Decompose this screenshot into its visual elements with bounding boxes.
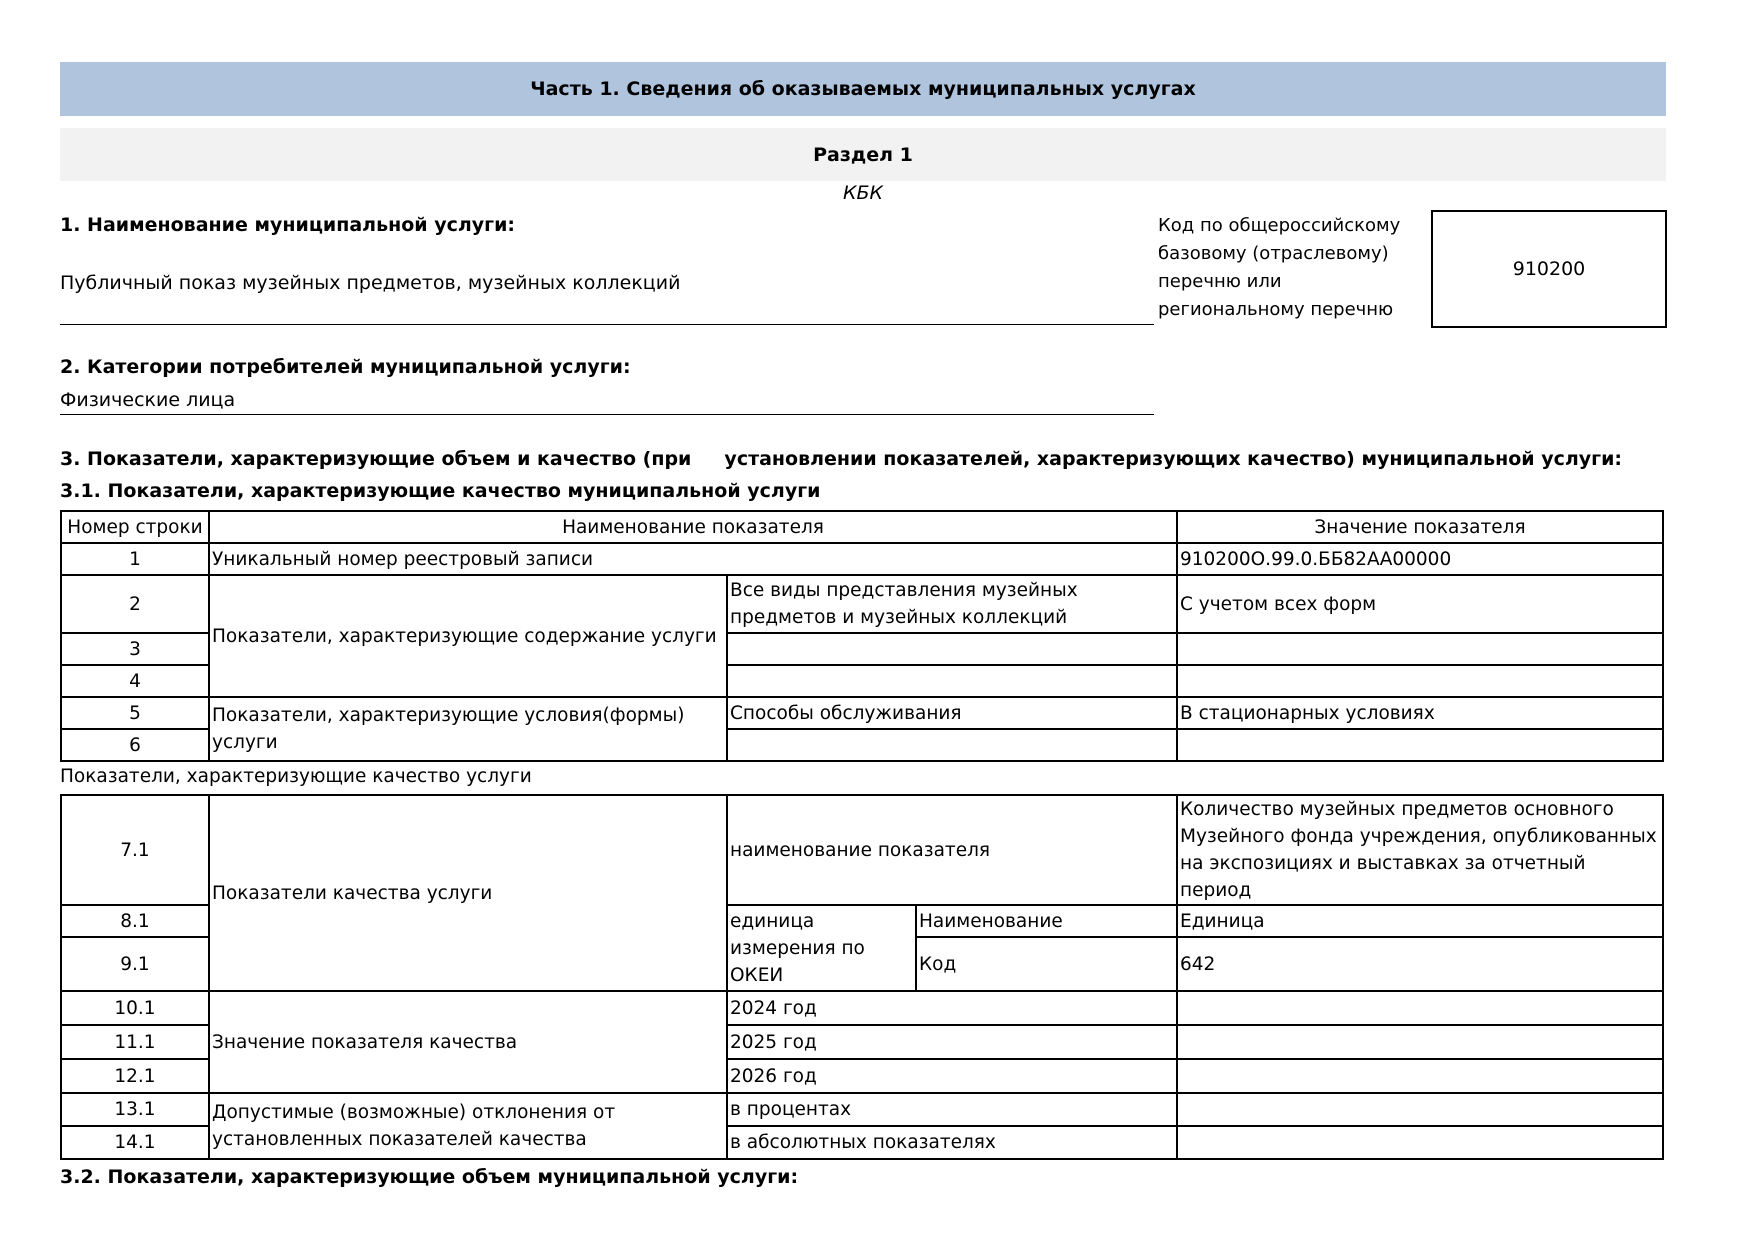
row-value: [1177, 1059, 1663, 1093]
volume-heading: 3.2. Показатели, характеризующие объем муниципальной услуги:: [60, 1166, 799, 1188]
service-name-value: Публичный показ музейных предметов, музейных коллекций: [60, 268, 1154, 325]
row-value: С учетом всех форм: [1177, 575, 1663, 633]
table-row: [61, 1093, 1663, 1126]
quality-table: [60, 794, 1664, 1160]
conditions-group-label: Показатели, характеризующие условия(формы) услуги: [209, 697, 727, 761]
row-value: [1177, 1093, 1663, 1126]
row-subname: наименование показателя: [727, 795, 1177, 905]
col-header-number: Номер строки: [61, 511, 209, 543]
row-value: [1177, 729, 1663, 761]
row-number: 8.1: [61, 905, 209, 937]
kbk-label: КБК: [842, 182, 883, 204]
unit-label: единица измерения по ОКЕИ: [727, 905, 916, 991]
row-subname: Код: [916, 937, 1177, 991]
row-number: 9.1: [61, 937, 209, 991]
row-number: 12.1: [61, 1059, 209, 1093]
row-number: 5: [61, 697, 209, 729]
row-number: 7.1: [61, 795, 209, 905]
row-number: 2: [61, 575, 209, 633]
row-value: 642: [1177, 937, 1663, 991]
quality-caption: Показатели, характеризующие качество услуги: [60, 766, 532, 787]
service-name-heading: 1. Наименование муниципальной услуги:: [60, 214, 515, 236]
row-value: [1177, 1025, 1663, 1059]
row-subname: [727, 729, 1177, 761]
row-number: 3: [61, 633, 209, 665]
deviation-group-label: Допустимые (возможные) отклонения от установленных показателей качества: [209, 1093, 727, 1159]
code-value: 910200: [1431, 210, 1667, 328]
table-row: [61, 543, 1663, 575]
row-subname: [727, 665, 1177, 697]
col-header-value: Значение показателя: [1177, 511, 1663, 543]
row-value: 910200О.99.0.ББ82АА00000: [1177, 543, 1663, 575]
value-group-label: Значение показателя качества: [209, 991, 727, 1093]
col-header-name: Наименование показателя: [209, 511, 1177, 543]
row-number: 11.1: [61, 1025, 209, 1059]
row-number: 10.1: [61, 991, 209, 1025]
row-value: Количество музейных предметов основного Музейного фонда учреждения, опубликованных на экспозициях и выставках за отчетный период: [1177, 795, 1663, 905]
row-subname: 2024 год: [727, 991, 1177, 1025]
row-subname: 2026 год: [727, 1059, 1177, 1093]
row-number: 6: [61, 729, 209, 761]
table-row: [61, 575, 1663, 633]
consumers-value: Физические лица: [60, 386, 1154, 415]
indicators-table: [60, 510, 1664, 762]
row-value: В стационарных условиях: [1177, 697, 1663, 729]
quality-heading: 3.1. Показатели, характеризующие качество муниципальной услуги: [60, 480, 821, 502]
row-value: [1177, 991, 1663, 1025]
row-value: [1177, 665, 1663, 697]
quality-group-label: Показатели качества услуги: [209, 795, 727, 991]
content-group-label: Показатели, характеризующие содержание услуги: [209, 575, 727, 697]
row-subname: 2025 год: [727, 1025, 1177, 1059]
table-row: [61, 697, 1663, 729]
consumers-heading: 2. Категории потребителей муниципальной услуги:: [60, 356, 631, 378]
row-subname: Все виды представления музейных предметов и музейных коллекций: [727, 575, 1177, 633]
row-subname: Наименование: [916, 905, 1177, 937]
row-value: Единица: [1177, 905, 1663, 937]
row-subname: в абсолютных показателях: [727, 1126, 1177, 1159]
row-number: 1: [61, 543, 209, 575]
table-header-row: [61, 511, 1663, 543]
row-number: 4: [61, 665, 209, 697]
row-value: [1177, 1126, 1663, 1159]
row-subname: Способы обслуживания: [727, 697, 1177, 729]
code-label: Код по общероссийскому базовому (отраслевому) перечню или региональному перечню: [1158, 215, 1401, 320]
indicators-heading: 3. Показатели, характеризующие объем и качество (при установлении показателей, характеризующих качество) муниципальной услуги:: [60, 448, 1623, 470]
row-name: Уникальный номер реестровый записи: [209, 543, 1177, 575]
table-row: [61, 991, 1663, 1025]
row-number: 14.1: [61, 1126, 209, 1159]
row-value: [1177, 633, 1663, 665]
section-title: Раздел 1: [60, 128, 1666, 181]
row-subname: в процентах: [727, 1093, 1177, 1126]
table-row: [61, 795, 1663, 905]
row-number: 13.1: [61, 1093, 209, 1126]
row-subname: [727, 633, 1177, 665]
part-title: Часть 1. Сведения об оказываемых муниципальных услугах: [60, 62, 1666, 116]
